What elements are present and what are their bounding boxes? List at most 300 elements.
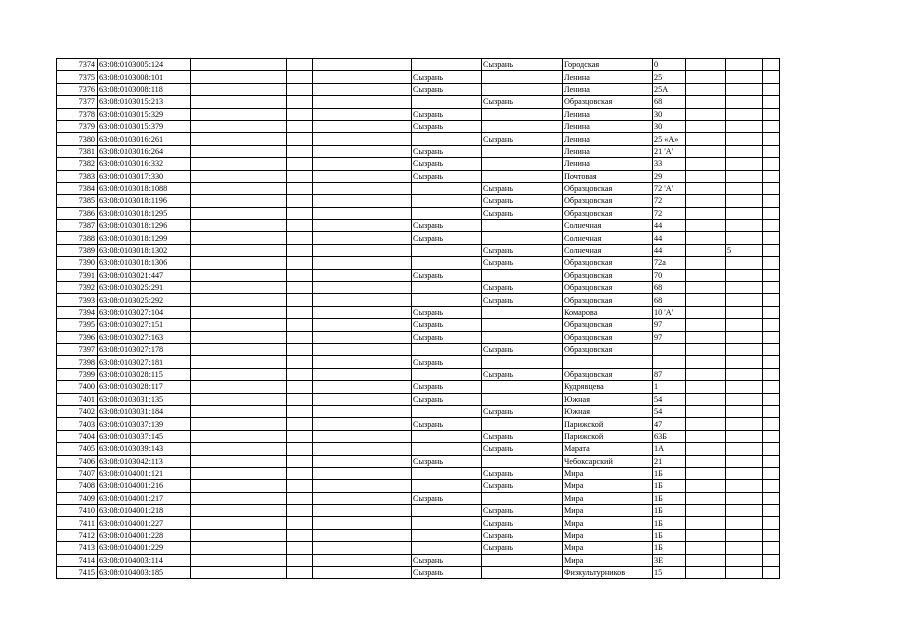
empty-cell: [763, 59, 780, 71]
empty-cell: [191, 96, 287, 108]
cadastral-number-cell: 63:08:0103015:213: [98, 96, 191, 108]
empty-cell: [313, 108, 412, 120]
empty-cell: [287, 430, 313, 442]
city-cell: [482, 331, 563, 343]
street-cell: Образцовская: [563, 96, 653, 108]
empty-cell: [287, 59, 313, 71]
empty-cell: [191, 405, 287, 417]
extra-value-cell: [726, 170, 763, 182]
empty-cell: [191, 492, 287, 504]
city-cell: Сызрань: [482, 467, 563, 479]
empty-cell: [191, 207, 287, 219]
house-number-cell: 30: [653, 120, 686, 132]
city-cell: Сызрань: [482, 182, 563, 194]
house-number-cell: 1Б: [653, 467, 686, 479]
empty-cell: [313, 331, 412, 343]
house-number-cell: 1А: [653, 443, 686, 455]
empty-cell: [287, 83, 313, 95]
extra-value-cell: [726, 120, 763, 132]
empty-cell: [191, 319, 287, 331]
empty-cell: [287, 443, 313, 455]
empty-cell: [287, 207, 313, 219]
table-row: [57, 368, 780, 380]
row-number-cell: 7381: [57, 145, 98, 157]
table-body: [57, 59, 780, 579]
empty-cell: [686, 182, 726, 194]
empty-cell: [313, 480, 412, 492]
house-number-cell: 10 'А': [653, 306, 686, 318]
house-number-cell: 33: [653, 158, 686, 170]
empty-cell: [686, 343, 726, 355]
empty-cell: [191, 480, 287, 492]
row-number-cell: 7375: [57, 71, 98, 83]
empty-cell: [287, 282, 313, 294]
street-cell: Мира: [563, 529, 653, 541]
table-row: [57, 381, 780, 393]
street-cell: Городская: [563, 59, 653, 71]
city-cell: Сызрань: [482, 195, 563, 207]
extra-value-cell: [726, 108, 763, 120]
empty-cell: [313, 120, 412, 132]
empty-cell: [287, 505, 313, 517]
table-row: [57, 158, 780, 170]
cadastral-table: [56, 58, 780, 579]
table-row: [57, 542, 780, 554]
city-cell: Сызрань: [412, 455, 482, 467]
extra-value-cell: [726, 554, 763, 566]
city-cell: [482, 393, 563, 405]
row-number-cell: 7412: [57, 529, 98, 541]
empty-cell: [287, 554, 313, 566]
empty-cell: [313, 343, 412, 355]
house-number-cell: 68: [653, 294, 686, 306]
empty-cell: [686, 96, 726, 108]
row-number-cell: 7411: [57, 517, 98, 529]
empty-cell: [191, 542, 287, 554]
empty-cell: [686, 282, 726, 294]
street-cell: Мира: [563, 480, 653, 492]
empty-cell: [191, 145, 287, 157]
empty-cell: [686, 356, 726, 368]
extra-value-cell: [726, 356, 763, 368]
extra-value-cell: [726, 542, 763, 554]
cadastral-number-cell: 63:08:0103018:1302: [98, 244, 191, 256]
empty-cell: [287, 356, 313, 368]
house-number-cell: 1Б: [653, 542, 686, 554]
empty-cell: [313, 319, 412, 331]
city-cell: [482, 83, 563, 95]
empty-cell: [763, 356, 780, 368]
table-row: [57, 294, 780, 306]
city-cell: Сызрань: [482, 542, 563, 554]
empty-cell: [313, 195, 412, 207]
empty-cell: [686, 170, 726, 182]
empty-cell: [313, 158, 412, 170]
city-cell: Сызрань: [482, 368, 563, 380]
empty-cell: [763, 207, 780, 219]
city-cell: Сызрань: [412, 145, 482, 157]
empty-cell: [686, 83, 726, 95]
city-cell: Сызрань: [482, 207, 563, 219]
cadastral-number-cell: 63:08:0104003:114: [98, 554, 191, 566]
row-number-cell: 7386: [57, 207, 98, 219]
row-number-cell: 7403: [57, 418, 98, 430]
extra-value-cell: [726, 393, 763, 405]
empty-cell: [287, 133, 313, 145]
row-number-cell: 7399: [57, 368, 98, 380]
city-cell: Сызрань: [412, 356, 482, 368]
empty-cell: [763, 430, 780, 442]
city-cell: Сызрань: [412, 381, 482, 393]
empty-cell: [191, 220, 287, 232]
empty-cell: [191, 418, 287, 430]
empty-cell: [191, 554, 287, 566]
city-cell: Сызрань: [482, 294, 563, 306]
city-cell: [482, 455, 563, 467]
house-number-cell: 1Б: [653, 517, 686, 529]
extra-value-cell: [726, 467, 763, 479]
street-cell: Образцовская: [563, 282, 653, 294]
city-cell: [482, 492, 563, 504]
cadastral-number-cell: 63:08:0103016:261: [98, 133, 191, 145]
empty-cell: [191, 443, 287, 455]
empty-cell: [313, 368, 412, 380]
empty-cell: [287, 182, 313, 194]
empty-cell: [287, 71, 313, 83]
extra-value-cell: [726, 145, 763, 157]
extra-value-cell: [726, 368, 763, 380]
city-cell: [482, 306, 563, 318]
house-number-cell: 47: [653, 418, 686, 430]
city-cell: [412, 505, 482, 517]
city-cell: Сызрань: [412, 418, 482, 430]
extra-value-cell: [726, 71, 763, 83]
empty-cell: [287, 567, 313, 579]
empty-cell: [287, 455, 313, 467]
cadastral-number-cell: 63:08:0103028:115: [98, 368, 191, 380]
cadastral-number-cell: 63:08:0104001:228: [98, 529, 191, 541]
city-cell: [412, 182, 482, 194]
table-row: [57, 59, 780, 71]
extra-value-cell: [726, 220, 763, 232]
city-cell: Сызрань: [412, 83, 482, 95]
extra-value-cell: [726, 480, 763, 492]
empty-cell: [313, 244, 412, 256]
extra-value-cell: [726, 418, 763, 430]
house-number-cell: 54: [653, 405, 686, 417]
empty-cell: [287, 244, 313, 256]
empty-cell: [313, 418, 412, 430]
table-row: [57, 96, 780, 108]
empty-cell: [763, 244, 780, 256]
house-number-cell: 72: [653, 207, 686, 219]
city-cell: Сызрань: [412, 71, 482, 83]
empty-cell: [686, 133, 726, 145]
empty-cell: [287, 220, 313, 232]
empty-cell: [763, 467, 780, 479]
street-cell: [563, 356, 653, 368]
city-cell: [412, 59, 482, 71]
empty-cell: [763, 443, 780, 455]
city-cell: Сызрань: [482, 480, 563, 492]
empty-cell: [313, 430, 412, 442]
empty-cell: [287, 294, 313, 306]
table-row: [57, 319, 780, 331]
city-cell: [482, 232, 563, 244]
empty-cell: [287, 158, 313, 170]
cadastral-number-cell: 63:08:0104001:218: [98, 505, 191, 517]
cadastral-number-cell: 63:08:0103021:447: [98, 269, 191, 281]
row-number-cell: 7397: [57, 343, 98, 355]
empty-cell: [313, 356, 412, 368]
row-number-cell: 7395: [57, 319, 98, 331]
empty-cell: [686, 108, 726, 120]
empty-cell: [313, 505, 412, 517]
cadastral-number-cell: 63:08:0104001:217: [98, 492, 191, 504]
empty-cell: [763, 83, 780, 95]
street-cell: Ленина: [563, 133, 653, 145]
extra-value-cell: [726, 59, 763, 71]
empty-cell: [287, 232, 313, 244]
empty-cell: [287, 96, 313, 108]
street-cell: Комарова: [563, 306, 653, 318]
city-cell: Сызрань: [412, 108, 482, 120]
empty-cell: [287, 108, 313, 120]
street-cell: Солнечная: [563, 232, 653, 244]
empty-cell: [686, 306, 726, 318]
extra-value-cell: [726, 269, 763, 281]
empty-cell: [287, 405, 313, 417]
row-number-cell: 7405: [57, 443, 98, 455]
empty-cell: [763, 405, 780, 417]
empty-cell: [191, 343, 287, 355]
empty-cell: [763, 282, 780, 294]
street-cell: Солнечная: [563, 220, 653, 232]
empty-cell: [287, 529, 313, 541]
empty-cell: [763, 269, 780, 281]
empty-cell: [313, 257, 412, 269]
empty-cell: [763, 393, 780, 405]
street-cell: Ленина: [563, 158, 653, 170]
house-number-cell: 97: [653, 319, 686, 331]
empty-cell: [686, 195, 726, 207]
empty-cell: [686, 381, 726, 393]
empty-cell: [686, 269, 726, 281]
house-number-cell: 44: [653, 232, 686, 244]
table-row: [57, 244, 780, 256]
house-number-cell: 1Б: [653, 480, 686, 492]
empty-cell: [313, 467, 412, 479]
row-number-cell: 7410: [57, 505, 98, 517]
empty-cell: [686, 418, 726, 430]
extra-value-cell: [726, 182, 763, 194]
city-cell: Сызрань: [412, 158, 482, 170]
empty-cell: [191, 170, 287, 182]
empty-cell: [191, 467, 287, 479]
row-number-cell: 7391: [57, 269, 98, 281]
empty-cell: [763, 182, 780, 194]
empty-cell: [763, 158, 780, 170]
row-number-cell: 7387: [57, 220, 98, 232]
cadastral-number-cell: 63:08:0103018:1296: [98, 220, 191, 232]
city-cell: Сызрань: [412, 170, 482, 182]
row-number-cell: 7388: [57, 232, 98, 244]
row-number-cell: 7374: [57, 59, 98, 71]
table-row: [57, 443, 780, 455]
table-row: [57, 554, 780, 566]
row-number-cell: 7401: [57, 393, 98, 405]
empty-cell: [313, 133, 412, 145]
extra-value-cell: [726, 529, 763, 541]
empty-cell: [191, 505, 287, 517]
cadastral-number-cell: 63:08:0103031:135: [98, 393, 191, 405]
empty-cell: [313, 542, 412, 554]
empty-cell: [287, 542, 313, 554]
cadastral-number-cell: 63:08:0103027:163: [98, 331, 191, 343]
empty-cell: [313, 393, 412, 405]
city-cell: [482, 71, 563, 83]
row-number-cell: 7377: [57, 96, 98, 108]
extra-value-cell: [726, 294, 763, 306]
house-number-cell: 44: [653, 244, 686, 256]
extra-value-cell: [726, 492, 763, 504]
cadastral-number-cell: 63:08:0103039:143: [98, 443, 191, 455]
empty-cell: [287, 120, 313, 132]
empty-cell: [686, 257, 726, 269]
empty-cell: [313, 170, 412, 182]
empty-cell: [686, 405, 726, 417]
city-cell: Сызрань: [412, 232, 482, 244]
city-cell: [412, 207, 482, 219]
empty-cell: [313, 71, 412, 83]
cadastral-number-cell: 63:08:0103028:117: [98, 381, 191, 393]
empty-cell: [191, 294, 287, 306]
extra-value-cell: [726, 343, 763, 355]
empty-cell: [763, 517, 780, 529]
city-cell: Сызрань: [482, 529, 563, 541]
empty-cell: [763, 529, 780, 541]
city-cell: Сызрань: [482, 517, 563, 529]
city-cell: [482, 145, 563, 157]
street-cell: Образцовская: [563, 294, 653, 306]
empty-cell: [191, 232, 287, 244]
empty-cell: [763, 120, 780, 132]
cadastral-number-cell: 63:08:0103005:124: [98, 59, 191, 71]
empty-cell: [313, 492, 412, 504]
empty-cell: [313, 567, 412, 579]
street-cell: Ленина: [563, 83, 653, 95]
cadastral-number-cell: 63:08:0103031:184: [98, 405, 191, 417]
city-cell: Сызрань: [412, 393, 482, 405]
table-row: [57, 430, 780, 442]
cadastral-number-cell: 63:08:0103018:1088: [98, 182, 191, 194]
extra-value-cell: [726, 405, 763, 417]
city-cell: [412, 405, 482, 417]
house-number-cell: 70: [653, 269, 686, 281]
city-cell: Сызрань: [482, 405, 563, 417]
empty-cell: [763, 331, 780, 343]
empty-cell: [763, 145, 780, 157]
extra-value-cell: [726, 257, 763, 269]
table-row: [57, 480, 780, 492]
house-number-cell: 54: [653, 393, 686, 405]
street-cell: Образцовская: [563, 195, 653, 207]
street-cell: Мира: [563, 542, 653, 554]
house-number-cell: 3Е: [653, 554, 686, 566]
empty-cell: [686, 207, 726, 219]
empty-cell: [313, 381, 412, 393]
city-cell: [412, 542, 482, 554]
street-cell: Ленина: [563, 145, 653, 157]
city-cell: [482, 269, 563, 281]
cadastral-number-cell: 63:08:0103027:181: [98, 356, 191, 368]
empty-cell: [763, 232, 780, 244]
extra-value-cell: [726, 195, 763, 207]
empty-cell: [686, 443, 726, 455]
extra-value-cell: [726, 232, 763, 244]
street-cell: Кудрявцева: [563, 381, 653, 393]
city-cell: Сызрань: [482, 257, 563, 269]
extra-value-cell: [726, 83, 763, 95]
empty-cell: [686, 331, 726, 343]
table-row: [57, 529, 780, 541]
city-cell: [482, 418, 563, 430]
street-cell: Мира: [563, 517, 653, 529]
table-row: [57, 393, 780, 405]
table-row: [57, 505, 780, 517]
row-number-cell: 7383: [57, 170, 98, 182]
empty-cell: [686, 368, 726, 380]
city-cell: [412, 480, 482, 492]
empty-cell: [763, 220, 780, 232]
empty-cell: [191, 244, 287, 256]
street-cell: Южная: [563, 393, 653, 405]
empty-cell: [287, 319, 313, 331]
empty-cell: [191, 71, 287, 83]
empty-cell: [287, 257, 313, 269]
house-number-cell: 97: [653, 331, 686, 343]
city-cell: [412, 467, 482, 479]
table-row: [57, 83, 780, 95]
cadastral-number-cell: 63:08:0103027:151: [98, 319, 191, 331]
empty-cell: [313, 220, 412, 232]
empty-cell: [287, 467, 313, 479]
row-number-cell: 7414: [57, 554, 98, 566]
house-number-cell: 1Б: [653, 529, 686, 541]
city-cell: Сызрань: [412, 306, 482, 318]
empty-cell: [191, 368, 287, 380]
empty-cell: [763, 418, 780, 430]
city-cell: [412, 343, 482, 355]
empty-cell: [287, 170, 313, 182]
empty-cell: [313, 306, 412, 318]
table-row: [57, 108, 780, 120]
table-row: [57, 343, 780, 355]
street-cell: Почтовая: [563, 170, 653, 182]
empty-cell: [686, 517, 726, 529]
street-cell: Солнечная: [563, 244, 653, 256]
empty-cell: [686, 542, 726, 554]
empty-cell: [763, 195, 780, 207]
house-number-cell: 25 «А»: [653, 133, 686, 145]
city-cell: [412, 529, 482, 541]
city-cell: [412, 282, 482, 294]
empty-cell: [313, 294, 412, 306]
house-number-cell: 87: [653, 368, 686, 380]
empty-cell: [763, 554, 780, 566]
table-row: [57, 356, 780, 368]
empty-cell: [763, 170, 780, 182]
